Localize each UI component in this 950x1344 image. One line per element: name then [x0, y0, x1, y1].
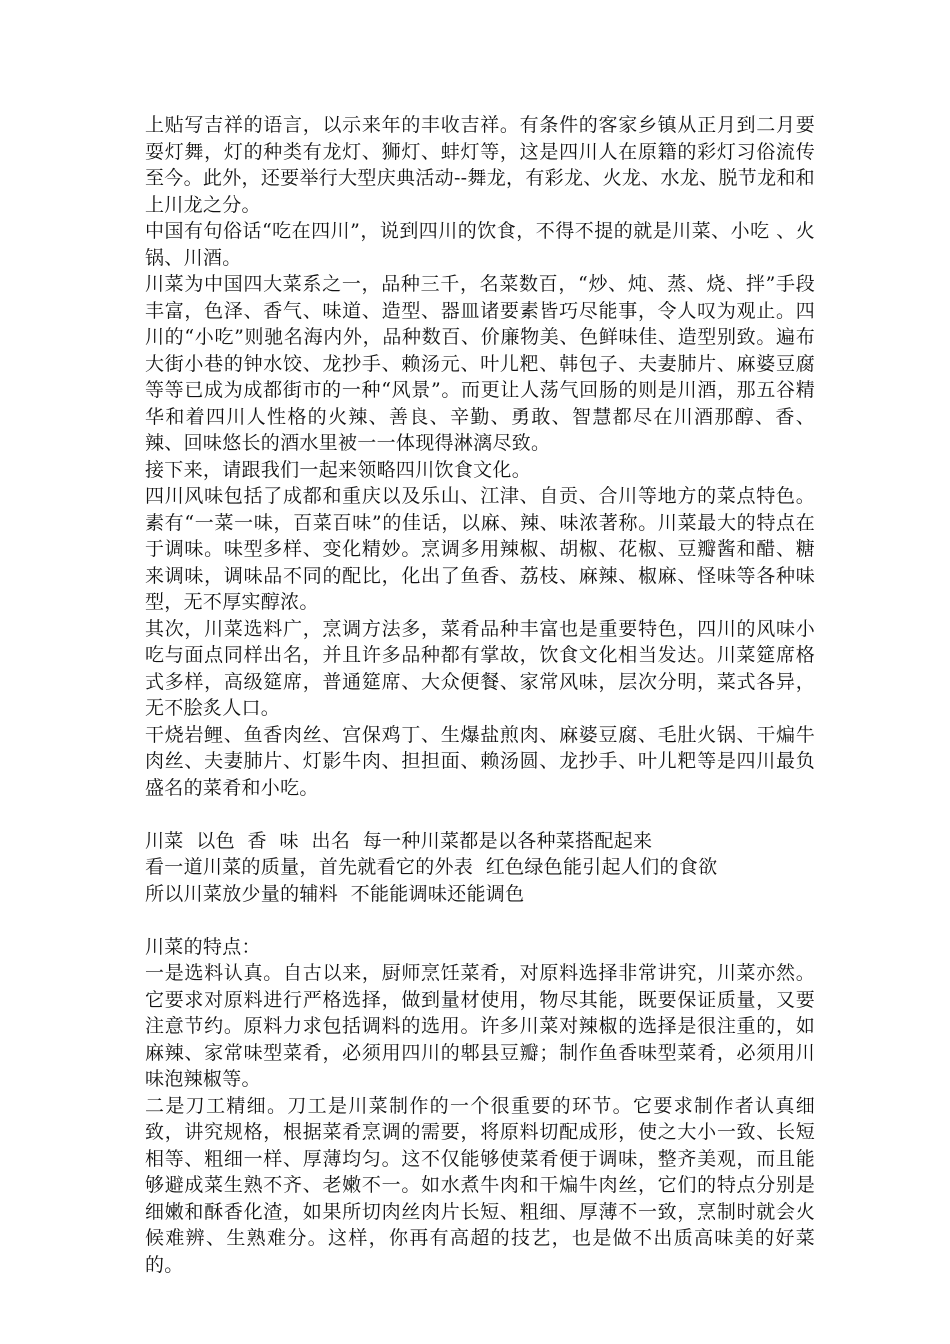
- paragraph-feature-knife-work: 二是刀工精细。刀工是川菜制作的一个很重要的环节。它要求制作者认真细致，讲究规格，根据菜肴烹调的需要，将原料切配成形，使之大小一致、长短相等、粗细一样、厚薄均匀。这不仅能够使菜肴便于调味，整齐美观，而且能够避成菜生熟不齐、老嫩不一。如水煮牛肉和干煸牛肉丝，它们的特点分别是细嫩和酥香化渣，如果所切肉丝肉片长短、粗细、厚薄不一致，烹制时就会火候难辨、生熟难分。这样，你再有高超的技艺，也是做不出质高味美的好菜的。: [145, 1094, 815, 1276]
- paragraph-feature-selection: 一是选料认真。自古以来，厨师烹饪菜肴，对原料选择非常讲究，川菜亦然。它要求对原料进行严格选择，做到量材使用，物尽其能，既要保证质量，又要注意节约。原料力求包括调料的选用。许多川菜对辣椒的选择是很注重的，如麻辣、家常味型菜肴，必须用四川的郫县豆瓣；制作鱼香味型菜肴，必须用川味泡辣椒等。: [145, 962, 815, 1090]
- blank-line: [145, 801, 815, 828]
- note-line-2: 看一道川菜的质量，首先就看它的外表 红色绿色能引起人们的食欲: [145, 856, 718, 878]
- document-body: [145, 112, 815, 1278]
- blank-line: [145, 907, 815, 934]
- paragraph-invitation: 接下来，请跟我们一起来领略四川饮食文化。: [145, 458, 532, 481]
- paragraph-famous-dishes: 干烧岩鲤、鱼香肉丝、宫保鸡丁、生爆盐煎肉、麻婆豆腐、毛肚火锅、干煸牛肉丝、夫妻肺片、灯影牛肉、担担面、赖汤圆、龙抄手、叶儿粑等是四川最负盛名的菜肴和小吃。: [145, 723, 815, 799]
- note-line-1: 川菜 以色 香 味 出名 每一种川菜都是以各种菜搭配起来: [145, 829, 653, 852]
- paragraph-sichuan-cuisine-intro: 川菜为中国四大菜系之一，品种三千，名菜数百，“炒、炖、蒸、烧、拌”手段丰富，色泽、香气、味道、造型、器皿诸要素皆巧尽能事，令人叹为观止。四川的“小吃”则驰名海内外，品种数百、价廉物美、色鲜味佳、造型别致。遍布大街小巷的钟水饺、龙抄手、赖汤元、叶儿粑、韩包子、夫妻肺片、麻婆豆腐等等已成为成都街市的一种“风景”。而更让人荡气回肠的则是川酒，那五谷精华和着四川人性格的火辣、善良、辛勤、勇敢、智慧都尽在川酒那醇、香、辣、回味悠长的酒水里被一一体现得淋漓尽致。: [145, 273, 815, 454]
- paragraph-lantern-festival: 上贴写吉祥的语言，以示来年的丰收吉祥。有条件的客家乡镇从正月到二月要耍灯舞，灯的种类有龙灯、狮灯、蚌灯等，这是四川人在原籍的彩灯习俗流传至今。此外，还要举行大型庆典活动--舞龙，有彩龙、火龙、水龙、脱节龙和和上川龙之分。: [145, 114, 815, 216]
- paragraph-eat-in-sichuan: 中国有句俗话“吃在四川”，说到四川的饮食，不得不提的就是川菜、小吃 、火锅、川酒。: [145, 220, 815, 269]
- paragraph-sichuan-flavor: 四川风味包括了成都和重庆以及乐山、江津、自贡、合川等地方的菜点特色。素有“一菜一味，百菜百味”的佳话，以麻、辣、味浓著称。川菜最大的特点在于调味。味型多样、变化精妙。烹调多用辣椒、胡椒、花椒、豆瓣酱和醋、糖来调味，调味品不同的配比，化出了鱼香、荔枝、麻辣、椒麻、怪味等各种味型，无不厚实醇浓。: [145, 485, 815, 613]
- paragraph-ingredients-methods: 其次，川菜选料广，烹调方法多，菜肴品种丰富也是重要特色，四川的风味小吃与面点同样出名，并且许多品种都有掌故，饮食文化相当发达。川菜筵席格式多样，高级筵席，普通筵席、大众便餐、家常风味，层次分明，菜式各异，无不脍炙人口。: [145, 617, 815, 719]
- section-heading-features: 川菜的特点：: [145, 935, 261, 958]
- note-line-3: 所以川菜放少量的辅料 不能能调味还能调色: [145, 882, 525, 905]
